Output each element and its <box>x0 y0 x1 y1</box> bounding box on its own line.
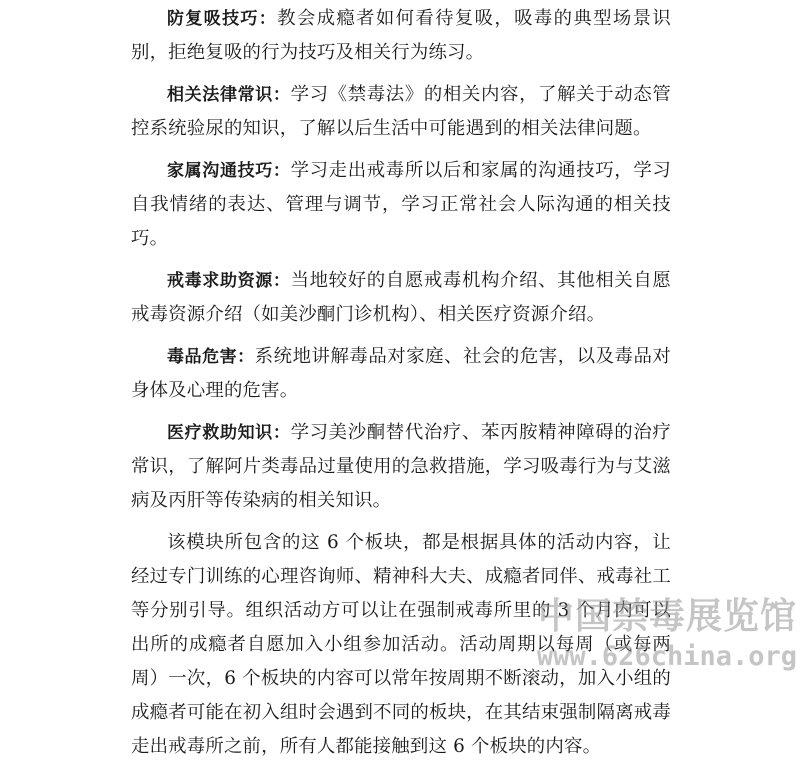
term-heading: 相关法律常识： <box>167 85 291 105</box>
paragraph-family-communication <box>131 154 671 256</box>
watermark-url: www.626china.org <box>536 641 797 672</box>
paragraph-legal-knowledge <box>131 78 671 146</box>
watermark-title: 中国禁毒展览馆 <box>537 596 797 637</box>
paragraph-text: 学习《禁毒法》的相关内容，了解关于动态管控系统验尿的知识，了解以后生活中可能遇到的相关法律问题。 <box>131 84 671 139</box>
term-heading: 家属沟通技巧： <box>167 161 291 181</box>
paragraph-text: 系统地讲解毒品对家庭、社会的危害，以及毒品对身体及心理的危害。 <box>131 346 671 401</box>
paragraph-medical-aid <box>131 416 671 518</box>
paragraph-text: 教会成瘾者如何看待复吸，吸毒的典型场景识别，拒绝复吸的行为技巧及相关行为练习。 <box>131 8 671 63</box>
term-heading: 戒毒求助资源： <box>167 271 291 291</box>
paragraph-drug-harm <box>131 340 671 408</box>
term-heading: 防复吸技巧： <box>167 9 278 29</box>
paragraph-text: 学习走出戒毒所以后和家属的沟通技巧，学习自我情绪的表达、管理与调节，学习正常社会人际沟通的相关技巧。 <box>131 160 671 249</box>
paragraph-text: 学习美沙酮替代治疗、苯丙胺精神障碍的治疗常识，了解阿片类毒品过量使用的急救措施，学习吸毒行为与艾滋病及丙肝等传染病的相关知识。 <box>131 422 671 511</box>
document-body <box>131 2 671 772</box>
paragraph-text: 当地较好的自愿戒毒机构介绍、其他相关自愿戒毒资源介绍（如美沙酮门诊机构）、相关医疗资源介绍。 <box>131 270 671 325</box>
paragraph-relapse-prevention <box>131 2 671 70</box>
term-heading: 毒品危害： <box>167 347 255 367</box>
term-heading: 医疗救助知识： <box>167 423 291 443</box>
paragraph-help-resources <box>131 264 671 332</box>
paragraph-closing: 该模块所包含的这 6 个板块，都是根据具体的活动内容，让经过专门训练的心理咨询师、精神科大夫、成瘾者同伴、戒毒社工等分别引导。组织活动方可以让在强制戒毒所里的 3 个月内可以出所的成瘾者自愿加入小组参加活动。活动周期以每周（或每两周）一次，6 个板块的内容可以常年按周期不断滚动，加入小组的成瘾者可能在初入组时会遇到不同的板块，在其结束强制隔离戒毒走出戒毒所之前，所有人都能接触到这 6 个板块的内容。 <box>131 532 671 757</box>
